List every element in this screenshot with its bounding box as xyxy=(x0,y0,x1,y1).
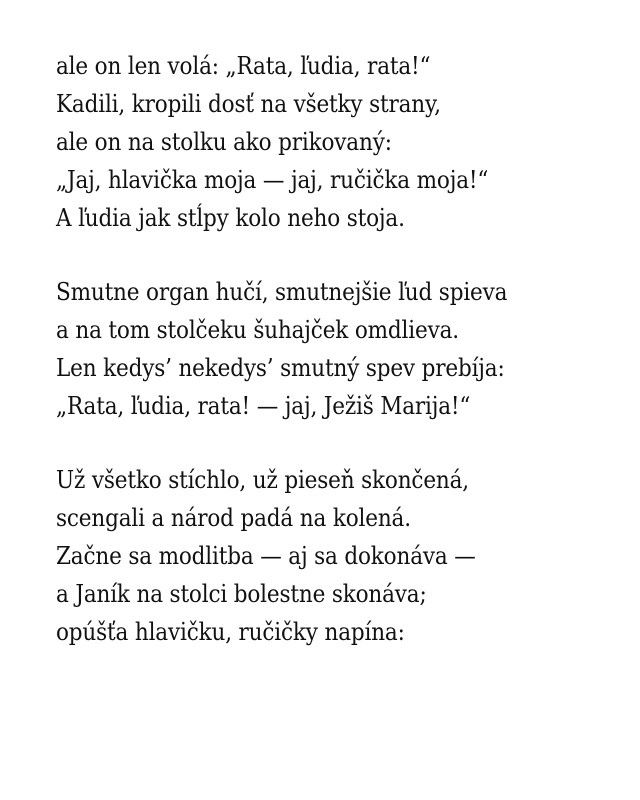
poem-line: ale on len volá: „Rata, ľudia, rata!“ xyxy=(56,51,431,80)
poem-line: A ľudia jak stĺpy kolo neho stoja. xyxy=(56,203,405,232)
stanza-2 xyxy=(56,273,616,425)
poem-line: Smutne organ hučí, smutnejšie ľud spieva xyxy=(56,277,508,306)
poem-line: „Jaj, hlavička moja — jaj, ručička moja!“ xyxy=(56,165,489,194)
poem-line: a na tom stolčeku šuhajček omdlieva. xyxy=(56,315,459,344)
poem-text xyxy=(56,47,616,687)
poem-line: Začne sa modlitba — aj sa dokonáva — xyxy=(56,541,476,570)
poem-line: opúšťa hlavičku, ručičky napína: xyxy=(56,617,405,646)
stanza-1 xyxy=(56,47,616,237)
poem-line: „Rata, ľudia, rata! — jaj, Ježiš Marija!“ xyxy=(56,391,471,420)
poem-line: a Janík na stolci bolestne skonáva; xyxy=(56,579,427,608)
poem-line: Len kedys’ nekedys’ smutný spev prebíja: xyxy=(56,353,505,382)
stanza-3 xyxy=(56,461,616,651)
poem-line: Kadili, kropili dosť na všetky strany, xyxy=(56,89,441,118)
poem-line: scengali a národ padá na kolená. xyxy=(56,503,411,532)
poem-line: ale on na stolku ako prikovaný: xyxy=(56,127,392,156)
poem-line: Už všetko stíchlo, už pieseň skončená, xyxy=(56,465,469,494)
